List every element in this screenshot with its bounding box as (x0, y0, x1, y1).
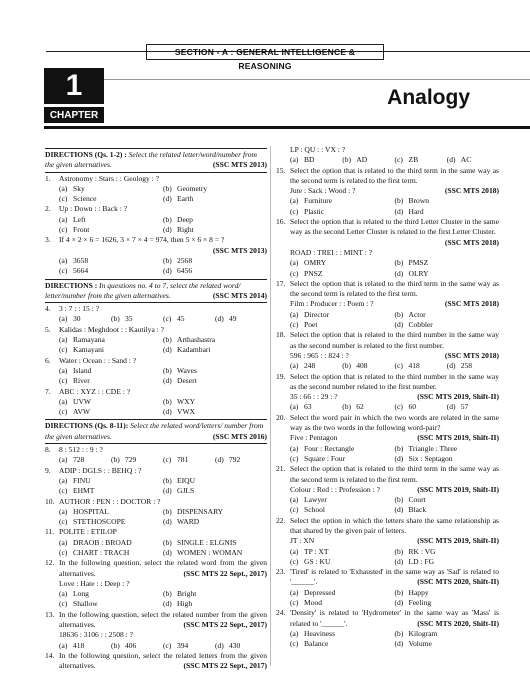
option-c: (c) ZB (394, 155, 419, 165)
question-6 (45, 356, 267, 387)
options (276, 196, 499, 217)
q-text: In the following question, select the related word from the given alternatives. (SSC MTS 22 Sept., 2017) (59, 558, 267, 578)
q-number: 10. (45, 496, 55, 506)
options (276, 629, 499, 650)
option-a: (a) UVW (59, 396, 92, 406)
question-11 (45, 527, 267, 558)
q-number: 22. (276, 515, 286, 525)
question-8 (45, 445, 267, 466)
q-text: If 4 × 2 × 6 = 1626, 3 × 7 × 4 = 974, then 5 × 6 × 8 = ? (59, 235, 225, 245)
option-a: (a) 30 (59, 314, 81, 324)
directions-label: DIRECTIONS : (45, 280, 98, 290)
chapter-number: 1 (44, 68, 104, 104)
q-number: 11. (45, 527, 55, 537)
question-19 (276, 372, 499, 413)
option-b: (b) DISPENSARY (163, 506, 224, 516)
option-b: (b) Deep (163, 214, 193, 224)
option-c: (c) Science (59, 194, 97, 204)
options (45, 455, 267, 465)
question-14-cont (276, 145, 499, 166)
options (45, 476, 267, 497)
options (45, 366, 267, 387)
options (45, 397, 267, 418)
option-c: (c) River (59, 376, 90, 386)
question-1 (45, 174, 267, 205)
option-a: (a) 248 (290, 361, 316, 371)
question-17 (276, 279, 499, 330)
options (45, 184, 267, 205)
q-stem: LP : QU : : VX : ? (290, 145, 346, 154)
q-number: 5. (45, 324, 51, 334)
option-d: (d) WARD (163, 517, 200, 527)
options (276, 155, 499, 165)
option-d: (d) Six : Septagon (394, 453, 453, 463)
option-c: (c) GS : KU (290, 556, 331, 566)
option-b: (b) WXY (163, 396, 196, 406)
option-a: (a) Left (59, 214, 86, 224)
q-text: AUTHOR : PEN : : DOCTOR : ? (59, 496, 161, 506)
question-13 (45, 610, 267, 651)
q-stem: 18636 : 3106 : : 2508 : ? (59, 630, 133, 640)
option-b: (b) PMSZ (394, 258, 429, 268)
q-stem: ROAD : TREI : : MINT : ? (290, 247, 373, 257)
question-9 (45, 466, 267, 497)
directions-label: DIRECTIONS (Qs. 1-2) : (45, 150, 127, 159)
option-d: (d) Earth (163, 194, 194, 204)
q-text: Select the option that is related to the third number in the same way as the second number related to the first number. (290, 371, 499, 391)
directions-text: In questions no. 4 to 7, select the related word/ letter/number from the given alternatives. (45, 280, 241, 300)
q-number: 13. (45, 609, 55, 619)
directions-text: Select the related word/letters/ number from the given alternatives. (45, 421, 264, 441)
exam-source: (SSC MTS 2013) (212, 160, 267, 170)
q-stem: Film : Producer : : Poem : ? (SSC MTS 2018) (290, 299, 499, 309)
options (276, 310, 499, 331)
option-a: (a) OMRY (290, 258, 327, 268)
option-b: (b) 729 (111, 455, 137, 465)
options (276, 444, 499, 465)
chapter-title: Analogy (387, 86, 470, 109)
q-text: In the following question, select the related number from the given alternatives. (SSC MTS 22 Sept., 2017) (59, 609, 267, 630)
q-stem: 596 : 965 : : 824 : ? (SSC MTS 2018) (290, 350, 499, 360)
option-c: (c) CHART : TRACH (59, 547, 130, 557)
option-a: (a) Sky (59, 183, 85, 193)
exam-source: (SSC MTS 2018) (444, 299, 499, 309)
q-text: Select the option that is related to the third number in the same way as the second number is related to the first number. (290, 330, 499, 350)
option-a: (a) 63 (290, 402, 312, 412)
option-c: (c) School (290, 505, 325, 515)
question-21 (276, 464, 499, 515)
right-column (276, 145, 499, 650)
option-c: (c) 60 (394, 402, 417, 412)
chapter-label: CHAPTER (44, 107, 104, 123)
q-number: 3. (45, 235, 51, 245)
option-c: (c) Balance (290, 639, 329, 649)
option-a: (a) Furniture (290, 196, 333, 206)
question-4 (45, 304, 267, 325)
option-a: (a) FINU (59, 475, 91, 485)
option-c: (c) Kamayani (59, 345, 105, 355)
option-d: (d) Kadambari (163, 345, 211, 355)
option-b: (b) 62 (342, 402, 364, 412)
chapter-top-rule (104, 79, 530, 80)
option-c: (c) Poet (290, 320, 318, 330)
exam-source: (SSC MTS 2019, Shift-II) (417, 392, 499, 402)
column-divider (270, 146, 271, 666)
exam-source: (SSC MTS 22 Sept., 2017) (183, 661, 267, 671)
option-d: (d) Feeling (394, 598, 432, 608)
option-c: (c) AVW (59, 407, 91, 417)
option-d: (d) High (163, 599, 193, 609)
exam-source: (SSC MTS 2019, Shift-II) (417, 433, 499, 443)
question-16 (276, 217, 499, 279)
chapter-rule (44, 126, 530, 129)
q-number: 12. (45, 558, 55, 568)
option-b: (b) RK : VG (394, 546, 436, 556)
option-b: (b) Happy (394, 587, 429, 597)
q-number: 16. (276, 217, 286, 227)
option-a: (a) Heaviness (290, 628, 336, 638)
q-stem: Five : Pentagon (SSC MTS 2019, Shift-II) (290, 433, 499, 443)
option-d: (d) Black (394, 505, 427, 515)
q-text: 3 : 7 : : 15 : ? (59, 304, 100, 314)
option-d: (d) VWX (163, 407, 196, 417)
q-stem: Jute : Sack : Wood : ? (SSC MTS 2018) (290, 186, 499, 196)
option-d: (d) AC (446, 155, 472, 165)
option-b: (b) AD (342, 155, 368, 165)
q-number: 7. (45, 386, 51, 396)
option-d: (d) Hard (394, 206, 424, 216)
q-text: Select the word pair in which the two words are related in the same way as the two words in the following word-pair? (290, 412, 499, 433)
option-b: (b) Triangle : Three (394, 443, 458, 453)
option-b: (b) 406 (111, 640, 137, 650)
option-a: (a) Depressed (290, 587, 336, 597)
option-d: (d) Cobbler (394, 320, 433, 330)
q-number: 18. (276, 330, 286, 340)
q-text: Select the option in which the letters share the same relationship as that shared by the given pair of letters. (290, 515, 499, 535)
directions-text: Select the related letter/word/number from the given alternatives. (45, 150, 257, 170)
exam-source: (SSC MTS 2016) (212, 431, 267, 441)
option-b: (b) 2568 (163, 255, 193, 265)
q-text: Select the option that is related to the third term in the same way as the second term is related to the first term. (290, 464, 499, 484)
q-text: Select the option that is related to the third term in the same way as the second term is related to the first term. (290, 278, 499, 299)
option-b: (b) EIQU (163, 475, 196, 485)
q-number: 14. (45, 650, 55, 660)
question-20 (276, 413, 499, 464)
option-b: (b) Kilogram (394, 628, 438, 638)
q-number: 8. (45, 445, 51, 455)
option-c: (c) 45 (163, 314, 185, 324)
option-a: (a) TP : XT (290, 546, 329, 556)
exam-source: (SSC MTS 2020, Shift-II) (417, 577, 499, 587)
question-24 (276, 608, 499, 649)
option-b: (b) Geometry (163, 183, 208, 193)
option-a: (a) Ramayana (59, 335, 105, 345)
q-stem: Love : Hate : : Deep : ? (59, 578, 130, 588)
option-c: (c) Plastic (290, 206, 325, 216)
option-a: (a) Four : Rectangle (290, 443, 355, 453)
option-d: (d) 6456 (163, 266, 193, 276)
options (276, 495, 499, 516)
option-c: (c) Mood (290, 598, 323, 608)
exam-source: (SSC MTS 2019, Shift-II) (417, 484, 499, 494)
q-text: Kalidas : Meghdoot : : Kautilya : ? (59, 324, 165, 334)
option-c: (c) 418 (394, 361, 420, 371)
option-a: (a) Island (59, 365, 92, 375)
question-2 (45, 204, 267, 235)
question-12 (45, 558, 267, 609)
option-b: (b) SINGLE : ELGNIS (163, 537, 237, 547)
question-7 (45, 387, 267, 418)
q-number: 21. (276, 464, 286, 474)
option-b: (b) Bright (163, 589, 197, 599)
option-d: (d) 430 (215, 640, 241, 650)
option-a: (a) 418 (59, 640, 85, 650)
options (45, 215, 267, 236)
option-b: (b) Arthashastra (163, 335, 216, 345)
q-number: 15. (276, 165, 286, 175)
question-23 (276, 567, 499, 608)
option-d: (d) 792 (215, 455, 241, 465)
q-number: 4. (45, 304, 51, 314)
q-text: Water : Ocean : : Sand : ? (59, 355, 137, 365)
q-stem: 35 : 66 : : 29 : ? (SSC MTS 2019, Shift-II) (290, 392, 499, 402)
options (45, 507, 267, 528)
q-stem: Colour : Red : : Profession : ? (SSC MTS 2019, Shift-II) (290, 484, 499, 494)
q-text: Up : Down : : Back : ? (59, 204, 128, 214)
options (276, 547, 499, 568)
q-text: POLITE : ETILOP (59, 527, 117, 537)
option-d: (d) 49 (215, 314, 237, 324)
exam-source: (SSC MTS 2019, Shift-II) (417, 536, 499, 546)
options (45, 641, 267, 651)
option-c: (c) STETHOSCOPE (59, 517, 126, 527)
option-b: (b) Brown (394, 196, 430, 206)
option-c: (c) EHMT (59, 486, 95, 496)
directions-block (45, 148, 267, 173)
exam-source: (SSC MTS 2020, Shift-II) (417, 618, 499, 628)
options (276, 361, 499, 371)
q-number: 23. (276, 567, 286, 577)
exam-source: (SSC MTS 2018) (444, 186, 499, 196)
option-d: (d) Right (163, 225, 194, 235)
option-a: (a) Lawyer (290, 495, 328, 505)
q-text: 'Density' is related to 'Hydrometer' in the same way as 'Mass' is related to '______'. (SSC MTS 2020, Shift-II) (290, 608, 499, 628)
q-text: 'Tired' is related to 'Exhausted' in the same way as 'Sad' is related to '______'. (SSC MTS 2020, Shift-II) (290, 567, 499, 587)
q-number: 9. (45, 465, 51, 475)
option-a: (a) Long (59, 589, 89, 599)
question-14 (45, 651, 267, 672)
option-a: (a) HOSPITAL (59, 506, 109, 516)
option-d: (d) LD : FG (394, 556, 435, 566)
exam-source: (SSC MTS 2014) (212, 290, 267, 300)
options (276, 588, 499, 609)
question-18 (276, 330, 499, 371)
option-c: (c) 5664 (59, 266, 89, 276)
option-d: (d) Desert (163, 376, 197, 386)
options (276, 402, 499, 412)
q-stem: JT : XN (SSC MTS 2019, Shift-II) (290, 536, 499, 546)
directions-block (45, 279, 267, 304)
q-number: 1. (45, 173, 51, 183)
exam-source: (SSC MTS 2013) (212, 245, 267, 255)
options (45, 256, 267, 277)
q-number: 6. (45, 355, 51, 365)
options (45, 335, 267, 356)
option-d: (d) GJLS (163, 486, 195, 496)
option-b: (b) Waves (163, 365, 197, 375)
q-number: 20. (276, 412, 286, 422)
exam-source: (SSC MTS 22 Sept., 2017) (183, 620, 267, 630)
q-text: Select the option that is related to the third term in the same way as the second term is related to the first term. (290, 165, 499, 185)
option-c: (c) Shallow (59, 599, 98, 609)
directions-block (45, 419, 267, 444)
directions-label: DIRECTIONS (Qs. 8-11): (45, 421, 129, 431)
q-text: ADIP : DGLS : : BEHQ : ? (59, 465, 142, 475)
left-column (45, 146, 267, 672)
option-b: (b) 35 (111, 314, 133, 324)
exam-source: (SSC MTS 22 Sept., 2017) (183, 568, 267, 578)
options (45, 538, 267, 559)
exam-source: (SSC MTS 2018) (444, 350, 499, 360)
option-a: (a) DRAOB : BROAD (59, 537, 132, 547)
q-number: 2. (45, 204, 51, 214)
section-header: SECTION - A : GENERAL INTELLIGENCE & REASONING (146, 44, 384, 60)
q-text: 8 : 512 : : 9 : ? (59, 445, 103, 455)
question-5 (45, 325, 267, 356)
option-c: (c) Square : Four (290, 453, 346, 463)
options (45, 589, 267, 610)
option-c: (c) 781 (163, 455, 189, 465)
option-d: (d) WOMEN : WOMAN (163, 547, 243, 557)
option-d: (d) 258 (446, 361, 473, 371)
q-text: Astronomy : Stars : : Geology : ? (59, 173, 159, 183)
q-text: In the following question, select the related letters from the given alternatives. (SSC MTS 22 Sept., 2017) (59, 650, 267, 671)
q-number: 24. (276, 608, 286, 618)
option-b: (b) Court (394, 495, 426, 505)
options (45, 314, 267, 324)
question-22 (276, 516, 499, 567)
q-number: 19. (276, 371, 286, 381)
option-a: (a) Director (290, 309, 330, 319)
option-a: (a) 3658 (59, 255, 89, 265)
options (276, 258, 499, 279)
option-c: (c) 394 (163, 640, 189, 650)
option-d: (d) Volume (394, 639, 432, 649)
question-15 (276, 166, 499, 217)
q-text: ABC : XYZ : : CDE : ? (59, 386, 131, 396)
q-number: 17. (276, 278, 286, 288)
question-3 (45, 235, 267, 276)
option-b: (b) 408 (342, 361, 368, 371)
option-a: (a) BD (290, 155, 315, 165)
option-c: (c) Front (59, 225, 90, 235)
option-b: (b) Actor (394, 309, 426, 319)
q-text: Select the option that is related to the third Letter Cluster in the same way as the second Letter Cluster is related to the first Letter Cluster. (SSC MTS 2018) (290, 217, 499, 247)
question-10 (45, 497, 267, 528)
option-a: (a) 728 (59, 455, 85, 465)
option-d: (d) 57 (446, 402, 469, 412)
option-c: (c) PNSZ (290, 268, 323, 278)
exam-source: (SSC MTS 2018) (444, 237, 499, 247)
option-d: (d) OLRY (394, 268, 429, 278)
